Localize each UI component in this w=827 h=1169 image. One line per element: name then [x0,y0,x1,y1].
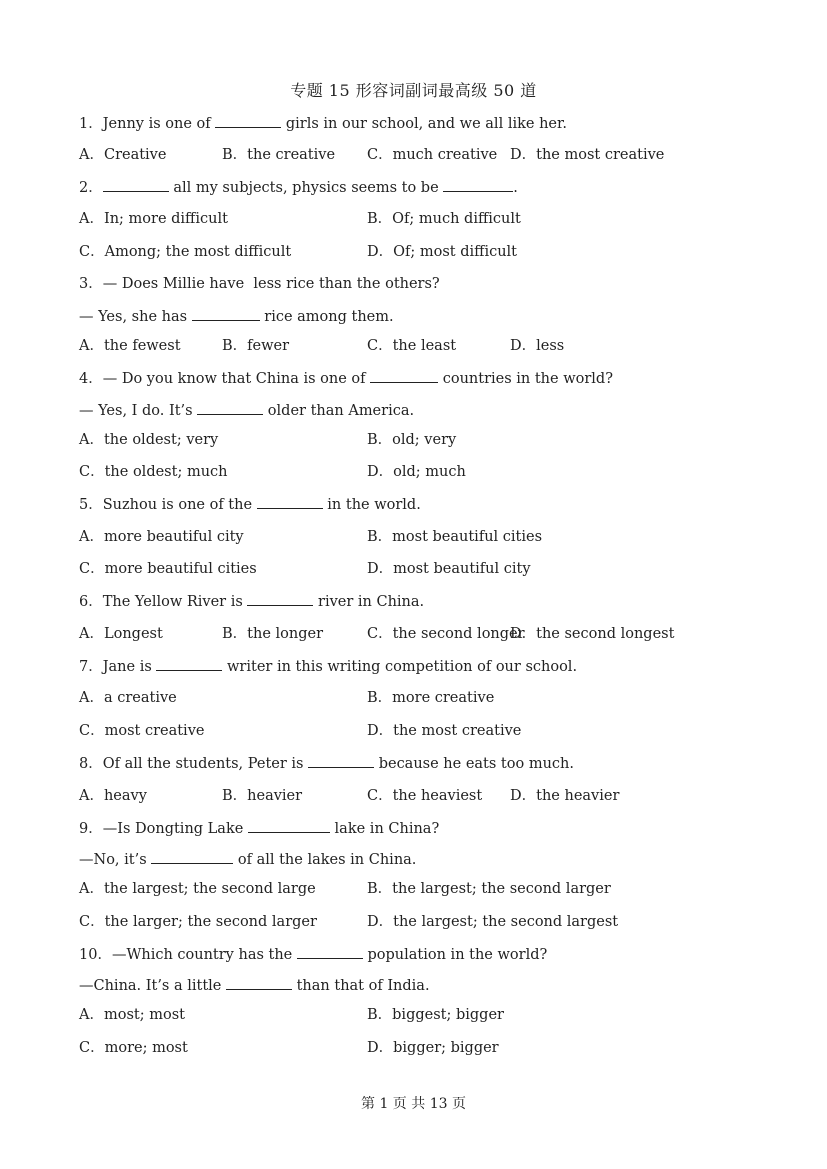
answer-option: A．more beautiful city [79,529,244,545]
answer-option: A．Longest [79,626,163,642]
page-footer: 第 1 页 共 13 页 [361,1096,466,1112]
question-text: lake in China? [329,821,440,837]
question-text: writer in this writing competition of our school. [222,659,578,675]
question-text: river in China. [313,594,425,610]
answer-option: A．a creative [79,690,177,706]
question-text: — Yes, I do. It’s [79,403,198,419]
answer-option: B．most beautiful cities [367,529,543,545]
answer-blank [248,818,330,833]
answer-option: C．Among; the most difficult [79,244,292,260]
question-line [79,656,577,677]
question-text: all my subjects, physics seems to be [168,180,444,196]
question-text: 8．Of all the students, Peter is [79,756,309,772]
question-text: 6．The Yellow River is [79,594,248,610]
answer-option: D．the largest; the second largest [367,914,619,930]
answer-option: C．most creative [79,723,205,739]
answer-blank [443,177,513,192]
question-line [79,494,421,515]
answer-blank [197,400,263,415]
answer-option: C．more; most [79,1040,188,1056]
answer-option: D．most beautiful city [367,561,531,577]
answer-option: A．most; most [79,1007,185,1023]
question-line [79,113,567,134]
question-line [79,591,424,612]
question-line [79,944,547,965]
answer-option: B．old; very [367,432,457,448]
question-line [79,306,394,327]
answer-option: D．the most creative [510,147,665,163]
question-text: because he eats too much. [374,756,574,772]
answer-option: B．the creative [222,147,336,163]
question-text: 3．— Does Millie have less rice than the others? [79,276,440,292]
question-line [79,177,518,198]
answer-option: A．the fewest [79,338,181,354]
answer-option: D．the second longest [510,626,675,642]
answer-option: A．Creative [79,147,167,163]
answer-blank [215,113,281,128]
question-text: older than America. [263,403,415,419]
question-text: 1．Jenny is one of [79,116,216,132]
answer-option: B．fewer [222,338,290,354]
answer-option: D．bigger; bigger [367,1040,499,1056]
question-text: 5．Suzhou is one of the [79,497,257,513]
question-text: 10．—Which country has the [79,947,297,963]
question-line [79,818,439,839]
answer-blank [308,753,374,768]
question-line [79,274,440,294]
question-text: population in the world? [362,947,548,963]
question-text: of all the lakes in China. [233,852,417,868]
answer-option: D．less [510,338,565,354]
question-line [79,849,416,870]
question-text: — Yes, she has [79,309,192,325]
question-line [79,975,430,996]
answer-option: B．biggest; bigger [367,1007,504,1023]
question-line [79,753,574,774]
answer-blank [103,177,169,192]
answer-option: C．much creative [367,147,498,163]
question-text: 7．Jane is [79,659,157,675]
answer-blank [226,975,292,990]
answer-blank [192,306,260,321]
question-text: 2． [79,180,103,196]
answer-option: D．the heavier [510,788,620,804]
page-title: 专题 15 形容词副词最高级 50 道 [290,81,537,100]
answer-option: A．the largest; the second large [79,881,316,897]
question-text: —China. It’s a little [79,978,226,994]
answer-option: A．In; more difficult [79,211,228,227]
answer-option: B．more creative [367,690,495,706]
answer-option: D．old; much [367,464,466,480]
answer-option: B．the largest; the second larger [367,881,611,897]
question-text: countries in the world? [438,371,613,387]
answer-option: B．Of; much difficult [367,211,521,227]
question-text: 9．—Is Dongting Lake [79,821,248,837]
answer-blank [156,656,222,671]
answer-blank [257,494,323,509]
question-text: girls in our school, and we all like her. [281,116,567,132]
answer-blank [247,591,313,606]
answer-option: B．heavier [222,788,303,804]
question-text: than that of India. [292,978,430,994]
answer-option: B．the longer [222,626,324,642]
question-text: 4．— Do you know that China is one of [79,371,371,387]
question-line [79,400,414,421]
question-line [79,368,613,389]
answer-blank [297,944,363,959]
answer-option: C．the larger; the second larger [79,914,317,930]
answer-blank [151,849,233,864]
question-text: rice among them. [259,309,394,325]
answer-option: D．the most creative [367,723,522,739]
question-text: —No, it’s [79,852,152,868]
answer-blank [370,368,438,383]
answer-option: C．more beautiful cities [79,561,257,577]
question-text: . [513,180,518,196]
answer-option: C．the least [367,338,457,354]
question-text: in the world. [322,497,421,513]
answer-option: C．the oldest; much [79,464,228,480]
answer-option: A．the oldest; very [79,432,219,448]
answer-option: A．heavy [79,788,147,804]
answer-option: C．the second longer [367,626,525,642]
answer-option: C．the heaviest [367,788,483,804]
answer-option: D．Of; most difficult [367,244,518,260]
